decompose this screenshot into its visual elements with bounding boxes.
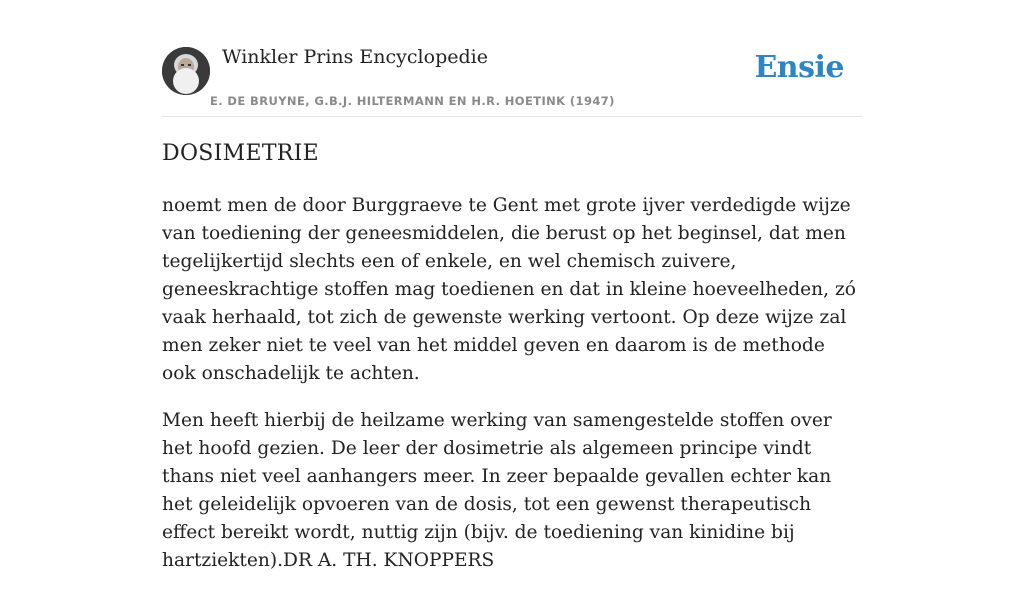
- article-paragraph: noemt men de door Burggraeve te Gent met grote ijver verdedigde wijze van toediening der geneesmiddelen, die berust op het beginsel, dat men tegelijkertijd slechts een of enkele, en wel chemisch zuivere, geneeskrachtige stoffen mag toedienen en dat in kleine hoeveelheden, zó vaak herhaald, tot zich de gewenste werking vertoont. Op deze wijze zal men zeker niet te veel van het middel geven en daarom is de methode ook onschadelijk te achten.: [162, 195, 856, 384]
- ensie-logo[interactable]: Ensie: [754, 50, 844, 85]
- publication-authors: E. DE BRUYNE, G.B.J. HILTERMANN EN H.R. HOETINK (1947): [210, 94, 615, 108]
- article-body: [162, 192, 862, 594]
- author-avatar[interactable]: [162, 47, 210, 95]
- source-header: [162, 0, 862, 117]
- publication-title[interactable]: Winkler Prins Encyclopedie: [222, 46, 488, 68]
- bearded-man-portrait-icon: [162, 47, 210, 95]
- article-title: DOSIMETRIE: [162, 141, 320, 166]
- article-paragraph: Men heeft hierbij de heilzame werking van samengestelde stoffen over het hoofd gezien. De leer der dosimetrie als algemeen principe vindt thans niet veel aanhangers meer. In zeer bepaalde gevallen echter kan het geleidelijk opvoeren van de dosis, tot een gewenst therapeutisch effect bereikt wordt, nuttig zijn (bijv. de toediening van kinidine bij hartziekten).DR A. TH. KNOPPERS: [162, 410, 832, 571]
